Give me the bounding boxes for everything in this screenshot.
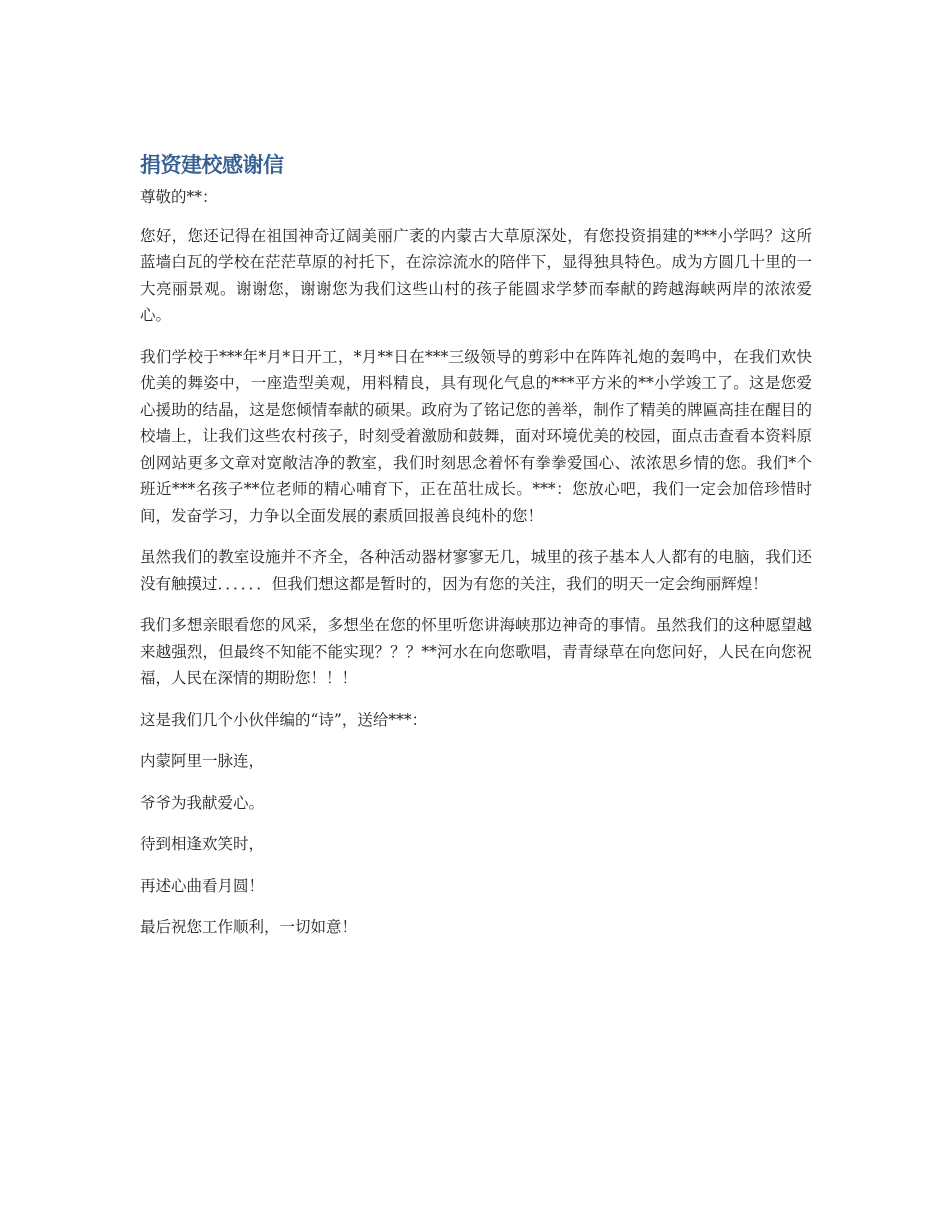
paragraph-construction: 我们学校于***年*月*日开工，*月**日在***三级领导的剪彩中在阵阵礼炮的轰鸣中，在我们欢快优美的舞姿中，一座造型美观，用料精良，具有现化气息的***平方米的**小学竣工了。这是您爱心援助的结晶，这是您倾情奉献的硕果。政府为了铭记您的善举，制作了精美的牌匾高挂在醒目的校墙上，让我们这些农村孩子，时刻受着激励和鼓舞，面对环境优美的校园，面点击查看本资料原创网站更多文章对宽敞洁净的教室，我们时刻思念着怀有拳拳爱国心、浓浓思乡情的您。我们*个班近***名孩子**位老师的精心哺育下，正在茁壮成长。***：您放心吧，我们一定会加倍珍惜时间，发奋学习，力争以全面发展的素质回报善良纯朴的您！ xyxy=(140,347,812,525)
poem-line-1: 内蒙阿里一脉连， xyxy=(140,752,265,770)
poem-line-2: 爷爷为我献爱心。 xyxy=(140,793,265,812)
closing-line: 最后祝您工作顺利，一切如意！ xyxy=(140,918,358,936)
paragraph-wishes: 我们多想亲眼看您的风采，多想坐在您的怀里听您讲海峡那边神奇的事情。虽然我们的这种愿望越来越强烈，但最终不知能不能实现？？？**河水在向您歌唱，青青绿草在向您问好，人民在向您祝福，人民在深情的期盼您！！！ xyxy=(140,616,812,687)
paragraph-facilities: 虽然我们的教室设施并不齐全，各种活动器材寥寥无几，城里的孩子基本人人都有的电脑，我们还没有触摸过．．．．．．但我们想这都是暂时的，因为有您的关注，我们的明天一定会绚丽辉煌！ xyxy=(140,548,812,593)
poem-line-4: 再述心曲看月圆！ xyxy=(140,876,265,895)
document-title: 捐资建校感谢信 xyxy=(140,153,284,177)
poem-line-3: 待到相逢欢笑时， xyxy=(140,835,265,853)
poem-intro: 这是我们几个小伙伴编的“诗”，送给***： xyxy=(140,710,428,729)
paragraph-greeting: 您好，您还记得在祖国神奇辽阔美丽广袤的内蒙古大草原深处，有您投资捐建的***小学吗？这所蓝墙白瓦的学校在茫茫草原的衬托下，在淙淙流水的陪伴下，显得独具特色。成为方圆几十里的一大亮丽景观。谢谢您，谢谢您为我们这些山村的孩子能圆求学梦而奉献的跨越海峡两岸的浓浓爱心。 xyxy=(140,226,812,324)
salutation: 尊敬的**： xyxy=(140,188,218,206)
document-body xyxy=(140,150,812,956)
